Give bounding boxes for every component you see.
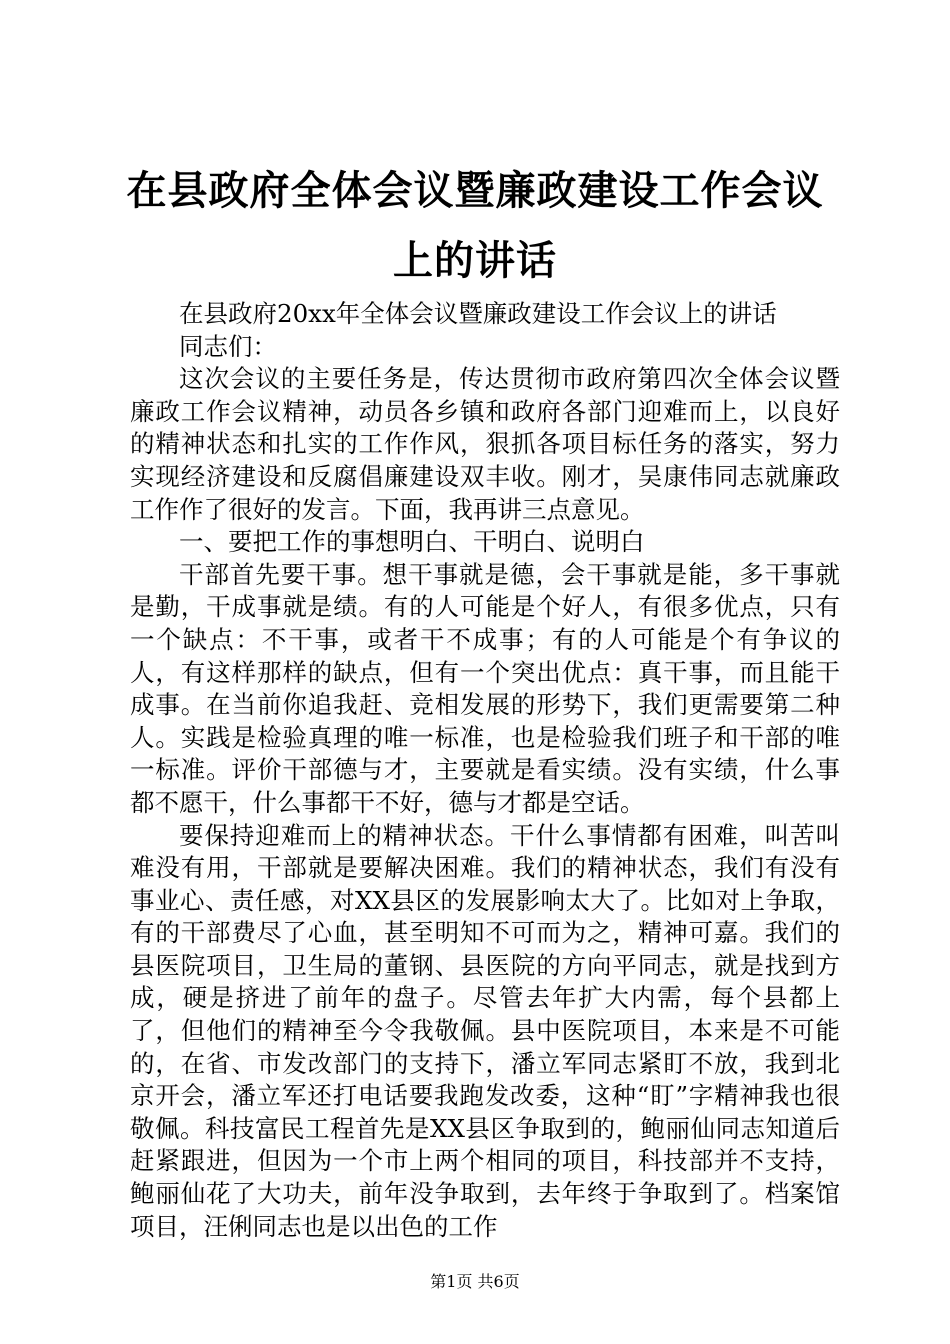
paragraph-body: 要保持迎难而上的精神状态。干什么事情都有困难，叫苦叫难没有用，干部就是要解决困难。我们的精神状态，我们有没有事业心、责任感，对XX县区的发展影响太大了。比如对上争取，有的干部费尽了心血，甚至明知不可而为之，精神可嘉。我们的县医院项目，卫生局的董钢、县医院的方向平同志，就是找到方成，硬是挤进了前年的盘子。尽管去年扩大内需，每个县都上了，但他们的精神至今令我敬佩。县中医院项目，本来是不可能的，在省、市发改部门的支持下，潘立军同志紧盯不放，我到北京开会，潘立军还打电话要我跑发改委，这种“盯”字精神我也很敬佩。科技富民工程首先是XX县区争取到的，鲍丽仙同志知道后赶紧跟进，但因为一个市上两个相同的项目，科技部并不支持，鲍丽仙花了大功夫，前年没争取到，去年终于争取到了。档案馆项目，汪俐同志也是以出色的工作 [130,820,840,1241]
document-body [130,298,840,1243]
document-title: 在县政府全体会议暨廉政建设工作会议上的讲话 [126,167,824,284]
paragraph-subtitle: 在县政府20xx年全体会议暨廉政建设工作会议上的讲话 [179,299,777,328]
page-footer: 第1页 共6页 [430,1272,520,1291]
paragraph-intro: 这次会议的主要任务是，传达贯彻市政府第四次全体会议暨廉政工作会议精神，动员各乡镇和政府各部门迎难而上，以良好的精神状态和扎实的工作作风，狠抓各项目标任务的落实，努力实现经济建设和反腐倡廉建设双丰收。刚才，吴康伟同志就廉政工作作了很好的发言。下面，我再讲三点意见。 [130,364,840,524]
section-heading-1: 一、要把工作的事想明白、干明白、说明白 [179,527,645,557]
paragraph-body: 干部首先要干事。想干事就是德，会干事就是能，多干事就是勤，干成事就是绩。有的人可能是个好人，有很多优点，只有一个缺点：不干事，或者干不成事；有的人可能是个有争议的人，有这样那样的缺点，但有一个突出优点：真干事，而且能干成事。在当前你追我赶、竞相发展的形势下，我们更需要第二种人。实践是检验真理的唯一标准，也是检验我们班子和干部的唯一标准。评价干部德与才，主要就是看实绩。没有实绩，什么事都不愿干，什么事都干不好，德与才都是空话。 [130,559,840,817]
paragraph-salutation: 同志们： [179,331,277,361]
